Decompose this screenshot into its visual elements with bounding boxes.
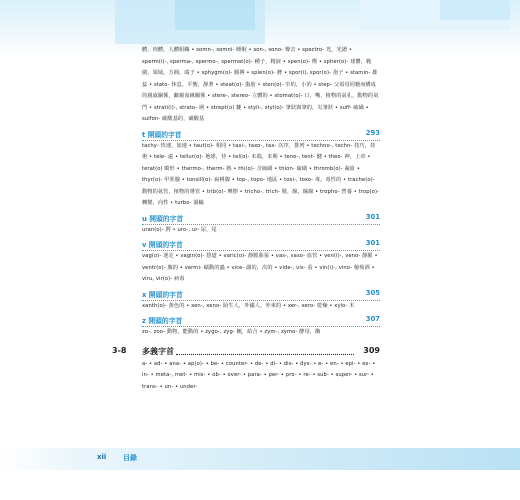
- toc-entry-page: 307: [365, 315, 380, 323]
- toc-entry-page: 293: [365, 128, 380, 137]
- page-footer: [0, 448, 520, 470]
- section-number: 3-8: [112, 345, 127, 355]
- toc-entry-page: 301: [365, 212, 380, 221]
- u-prefix-list: uran(o)- 腭 • uro-, ur- 尿，尾: [142, 226, 217, 233]
- toc-entry-label: v 開頭的字首: [142, 241, 183, 249]
- header-block: [175, 0, 255, 30]
- toc-entry-u[interactable]: [142, 212, 380, 225]
- toc-entry-label: z 開頭的字首: [142, 317, 183, 325]
- leader-dots: [176, 354, 354, 355]
- footer-title: 目錄: [123, 454, 137, 462]
- intro-paragraph: 體，肉體，人體組織 • somn-, somni- 睡眠 • son-, sono- 聲音 • spectro- 光，光譜 • sperm(i)-, sperma-, spermo-, spermat(o)- 種子，精液 • spen(o)- 楔 • spher(o)- 球體，範圍，領域，方圓，端子 • sphygm(o)- 脈搏 • splen(o)- 脾 • spor(i), spor(o)- 孢子 • stamin- 雄蕊 • stato- 休息，平衡，靜著 • steat(o)- 脂肪 • sten(o)- 窄的，小的 • step- 父須母同籍而構成的親戚關係，繼親血緣關係 • stere-, stereo- 立體的 • stomat(o)- 口，嘴，植物的氣孔，動物的氣門 • strati(i)-, strato- 層 • strept(o) 鏈 • styli-, styl(o)- 筆狀與筆的，尖筆狀 • suff- 硫磺 • sulfon- 碳酸基的，磺酸基: [142, 47, 379, 122]
- toc-entry-page: 301: [365, 239, 380, 247]
- toc-entry-z[interactable]: [142, 314, 380, 327]
- page-number: xii: [97, 453, 107, 461]
- toc-entry-t[interactable]: [142, 128, 380, 141]
- section-page: 309: [363, 345, 380, 355]
- z-prefix-list: zo-, zoo- 動物，能動的 • zygo-, zyg- 軛，結合 • zym-, zymo- 酵母，酶: [142, 329, 321, 335]
- polysemous-prefix-list: a- • ad- • ana- • ap(o)- • be- • counter- • de- • di- • dis- • dys- • e- • en- • epi- • ex- • in- • meta-, met- • mis- • ob- • over- • para- • per- • pro- • re- • sub- • super- • sur- • trans- • un- • under-: [142, 360, 376, 390]
- toc-entry-label: t 開頭的字首: [142, 130, 182, 139]
- v-prefix-list: vag(o)- 迷走 • vagin(o)- 陰道 • varic(o)- 靜脈曲張 • vas-, vaso- 血管 • ven(i)-, veno- 靜脈 • ventr(o)- 腹的 • vermi- 蠕動的蟲 • vice- 副的，次的 • vide-, vis- 看 • vin(i)-, vino- 葡萄酒 • viru, vir(o)- 病毒: [142, 253, 378, 282]
- header-block: [440, 0, 510, 20]
- section-title: 多義字首: [142, 346, 174, 356]
- toc-entry-label: u 開頭的字首: [142, 214, 184, 223]
- x-prefix-list: xanth(o)- 黃色的 • xen-, xeno- 陌生人，外國人，外來的 • xer-, xero- 乾燥 • xylo- 木: [142, 302, 355, 309]
- toc-content: [112, 45, 380, 393]
- toc-entry-polysemous[interactable]: [112, 345, 380, 359]
- toc-entry-label: x 開頭的字首: [142, 290, 183, 299]
- toc-entry-v[interactable]: [142, 238, 380, 251]
- t-prefix-list: tachy- 快速，加速 • taut(o)- 相同 • taxi-, taxo-, tax- 次序，排列 • techno-, techn- 技巧，技術 • tele- 遠 • tellur(o)- 地球，待 • tel(o)- 末端，末期 • teno-, tent- 腱 • theo- 神，上帝 • terat(o) 畸形 • thermo-, therm- 熱 • thi(o)- 含硫磺 • thion- 硫磺 • thromb(o)- 凝血 • thyr(o)- 甲狀腺 • tonsill(o)- 扁桃腺 • top-, topo- 地區 • toxi-, toxo- 毒，毒性的 • trache(o)- 動物的氣管，植物的導管 • trib(o)- 摩擦 • tricho-, trich- 髮，線，絲線 • tropho- 營養 • trop(o)- 轉變，向性 • turbo- 渦輪: [142, 142, 380, 206]
- toc-entry-x[interactable]: [142, 288, 380, 301]
- toc-entry-page: 305: [365, 288, 380, 297]
